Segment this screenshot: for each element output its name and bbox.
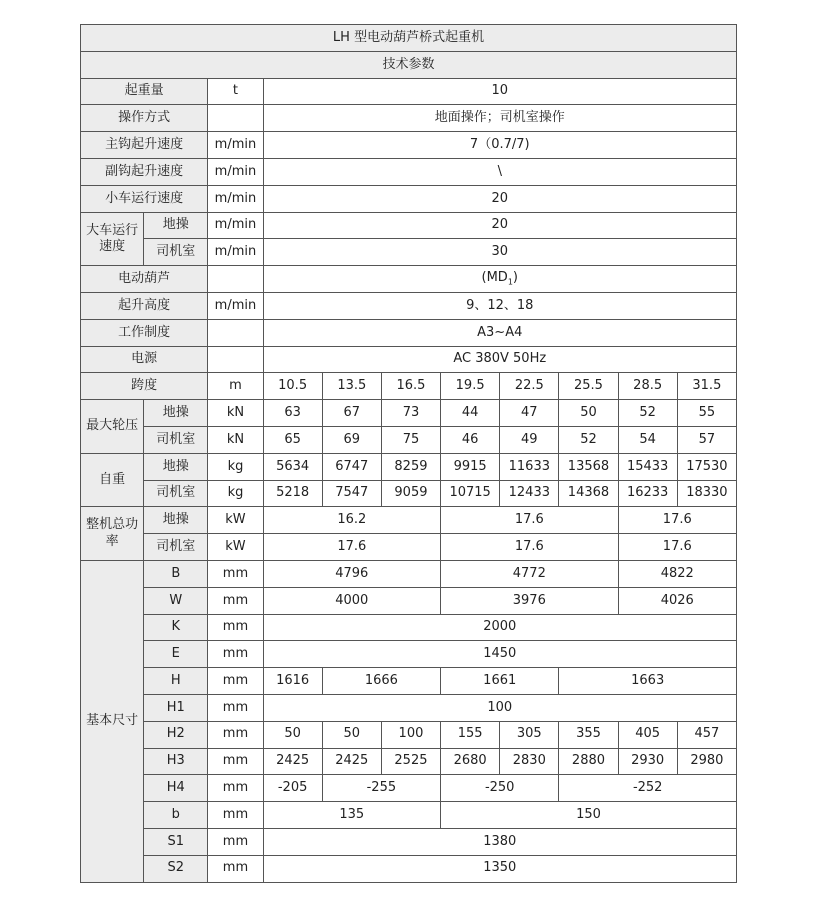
cell: 5218	[263, 480, 322, 507]
cell: 13.5	[322, 373, 381, 400]
cell: 47	[500, 400, 559, 427]
row-unit: mm	[208, 614, 263, 641]
cell: 22.5	[500, 373, 559, 400]
cell: 2930	[618, 748, 677, 775]
row-unit: m/min	[208, 132, 263, 159]
table-row	[81, 453, 737, 480]
cell: 17530	[677, 453, 736, 480]
cell: 10715	[441, 480, 500, 507]
row-unit: mm	[208, 694, 263, 721]
sub-label: H	[144, 668, 208, 695]
row-unit: m	[208, 373, 263, 400]
group-label: 自重	[81, 453, 144, 507]
table-row	[81, 748, 737, 775]
row-value: 9、12、18	[263, 292, 736, 319]
cell: 3976	[441, 587, 619, 614]
cell: 4772	[441, 560, 619, 587]
row-label: 跨度	[81, 373, 208, 400]
row-unit	[208, 266, 263, 293]
sub-label: b	[144, 802, 208, 829]
sub-label: 司机室	[144, 426, 208, 453]
table-row	[81, 641, 737, 668]
cell: 17.6	[618, 507, 736, 534]
table-row	[81, 802, 737, 829]
row-value	[263, 266, 736, 293]
cell: 8259	[381, 453, 440, 480]
cell: 17.6	[263, 534, 441, 561]
table-row	[81, 105, 737, 132]
row-unit: mm	[208, 748, 263, 775]
cell: 1350	[263, 855, 736, 882]
cell: 11633	[500, 453, 559, 480]
cell: 150	[441, 802, 737, 829]
sub-label: 司机室	[144, 534, 208, 561]
row-unit: m/min	[208, 292, 263, 319]
subtitle-row	[81, 51, 737, 78]
row-unit: kg	[208, 453, 263, 480]
cell: 4026	[618, 587, 736, 614]
cell: 2980	[677, 748, 736, 775]
sub-label: 地操	[144, 453, 208, 480]
sub-label: S1	[144, 828, 208, 855]
group-label: 大车运行速度	[81, 212, 144, 266]
cell: 2425	[322, 748, 381, 775]
row-label: 起升高度	[81, 292, 208, 319]
cell: 16233	[618, 480, 677, 507]
table-row	[81, 158, 737, 185]
sub-label: K	[144, 614, 208, 641]
cell: 44	[441, 400, 500, 427]
cell: 2000	[263, 614, 736, 641]
row-label: 工作制度	[81, 319, 208, 346]
table-row	[81, 292, 737, 319]
table-row	[81, 480, 737, 507]
row-unit	[208, 346, 263, 373]
sub-label: S2	[144, 855, 208, 882]
row-unit: kN	[208, 426, 263, 453]
cell: 19.5	[441, 373, 500, 400]
cell: 52	[618, 400, 677, 427]
cell: 6747	[322, 453, 381, 480]
sub-label: H2	[144, 721, 208, 748]
table-row	[81, 319, 737, 346]
cell: 1616	[263, 668, 322, 695]
cell: 50	[322, 721, 381, 748]
row-label: 小车运行速度	[81, 185, 208, 212]
row-unit: t	[208, 78, 263, 105]
table-row	[81, 185, 737, 212]
table-row	[81, 534, 737, 561]
row-unit: mm	[208, 775, 263, 802]
cell: 4796	[263, 560, 441, 587]
row-value: 30	[263, 239, 736, 266]
cell: 18330	[677, 480, 736, 507]
cell: 135	[263, 802, 441, 829]
row-value: 20	[263, 212, 736, 239]
table-row	[81, 212, 737, 239]
row-label: 副钩起升速度	[81, 158, 208, 185]
cell: 13568	[559, 453, 618, 480]
row-value: 20	[263, 185, 736, 212]
sub-label: 司机室	[144, 480, 208, 507]
cell: 69	[322, 426, 381, 453]
cell: 17.6	[441, 507, 619, 534]
table-row	[81, 828, 737, 855]
cell: 31.5	[677, 373, 736, 400]
table-row	[81, 266, 737, 293]
sub-label: W	[144, 587, 208, 614]
group-label: 整机总功率	[81, 507, 144, 561]
row-label: 起重量	[81, 78, 208, 105]
cell: 63	[263, 400, 322, 427]
cell: 50	[559, 400, 618, 427]
title-row	[81, 25, 737, 52]
row-unit: mm	[208, 560, 263, 587]
cell: 405	[618, 721, 677, 748]
row-value: 10	[263, 78, 736, 105]
spec-table	[80, 24, 737, 883]
row-unit: mm	[208, 721, 263, 748]
row-unit: kW	[208, 507, 263, 534]
cell: 65	[263, 426, 322, 453]
hoist-model: (MD	[481, 270, 508, 286]
cell: 14368	[559, 480, 618, 507]
cell: 16.5	[381, 373, 440, 400]
cell: 457	[677, 721, 736, 748]
row-value: AC 380V 50Hz	[263, 346, 736, 373]
cell: 7547	[322, 480, 381, 507]
row-value: 7（0.7/7)	[263, 132, 736, 159]
cell: 75	[381, 426, 440, 453]
cell: 2680	[441, 748, 500, 775]
cell: 55	[677, 400, 736, 427]
cell: 52	[559, 426, 618, 453]
row-unit: kg	[208, 480, 263, 507]
table-row	[81, 426, 737, 453]
row-unit	[208, 105, 263, 132]
table-row	[81, 587, 737, 614]
sub-label: 司机室	[144, 239, 208, 266]
row-value: \	[263, 158, 736, 185]
cell: 16.2	[263, 507, 441, 534]
table-row	[81, 721, 737, 748]
cell: 4822	[618, 560, 736, 587]
cell: -250	[441, 775, 559, 802]
table-row	[81, 614, 737, 641]
cell: 67	[322, 400, 381, 427]
cell: 17.6	[441, 534, 619, 561]
table-row	[81, 855, 737, 882]
row-unit: m/min	[208, 212, 263, 239]
table-row	[81, 132, 737, 159]
table-title: LH 型电动葫芦桥式起重机	[81, 25, 737, 52]
cell: 100	[263, 694, 736, 721]
table-row	[81, 507, 737, 534]
row-unit: mm	[208, 855, 263, 882]
row-unit: mm	[208, 802, 263, 829]
cell: 1666	[322, 668, 440, 695]
table-row	[81, 78, 737, 105]
row-label: 操作方式	[81, 105, 208, 132]
cell: 10.5	[263, 373, 322, 400]
cell: 2525	[381, 748, 440, 775]
row-unit: m/min	[208, 239, 263, 266]
cell: 155	[441, 721, 500, 748]
row-label: 电源	[81, 346, 208, 373]
sub-label: H1	[144, 694, 208, 721]
cell: -252	[559, 775, 737, 802]
cell: 1663	[559, 668, 737, 695]
hoist-model-close: )	[512, 270, 518, 286]
row-unit: m/min	[208, 158, 263, 185]
cell: 2830	[500, 748, 559, 775]
sub-label: E	[144, 641, 208, 668]
cell: 4000	[263, 587, 441, 614]
cell: 355	[559, 721, 618, 748]
cell: 50	[263, 721, 322, 748]
row-unit: mm	[208, 641, 263, 668]
row-unit: kN	[208, 400, 263, 427]
row-label: 电动葫芦	[81, 266, 208, 293]
cell: 2880	[559, 748, 618, 775]
cell: 1661	[441, 668, 559, 695]
sub-label: B	[144, 560, 208, 587]
row-unit: m/min	[208, 185, 263, 212]
cell: 9915	[441, 453, 500, 480]
row-value: A3~A4	[263, 319, 736, 346]
row-unit: kW	[208, 534, 263, 561]
table-row	[81, 400, 737, 427]
cell: 305	[500, 721, 559, 748]
sub-label: 地操	[144, 507, 208, 534]
row-value: 地面操作；司机室操作	[263, 105, 736, 132]
table-row	[81, 560, 737, 587]
sub-label: 地操	[144, 400, 208, 427]
table-row	[81, 373, 737, 400]
cell: 73	[381, 400, 440, 427]
table-row	[81, 668, 737, 695]
cell: 2425	[263, 748, 322, 775]
cell: 9059	[381, 480, 440, 507]
sub-label: 地操	[144, 212, 208, 239]
table-row	[81, 775, 737, 802]
cell: 100	[381, 721, 440, 748]
row-unit: mm	[208, 828, 263, 855]
cell: 15433	[618, 453, 677, 480]
cell: 49	[500, 426, 559, 453]
table-row	[81, 694, 737, 721]
table-subtitle: 技术参数	[81, 51, 737, 78]
hoist-model-subscript: 1	[507, 277, 513, 287]
cell: 12433	[500, 480, 559, 507]
table-row	[81, 346, 737, 373]
cell: 28.5	[618, 373, 677, 400]
cell: -255	[322, 775, 440, 802]
cell: 17.6	[618, 534, 736, 561]
cell: 5634	[263, 453, 322, 480]
cell: -205	[263, 775, 322, 802]
group-label: 最大轮压	[81, 400, 144, 454]
sub-label: H3	[144, 748, 208, 775]
row-unit	[208, 319, 263, 346]
table-row	[81, 239, 737, 266]
cell: 1380	[263, 828, 736, 855]
row-label: 主钩起升速度	[81, 132, 208, 159]
sub-label: H4	[144, 775, 208, 802]
cell: 1450	[263, 641, 736, 668]
row-unit: mm	[208, 587, 263, 614]
cell: 25.5	[559, 373, 618, 400]
cell: 57	[677, 426, 736, 453]
cell: 46	[441, 426, 500, 453]
group-label: 基本尺寸	[81, 560, 144, 882]
row-unit: mm	[208, 668, 263, 695]
cell: 54	[618, 426, 677, 453]
